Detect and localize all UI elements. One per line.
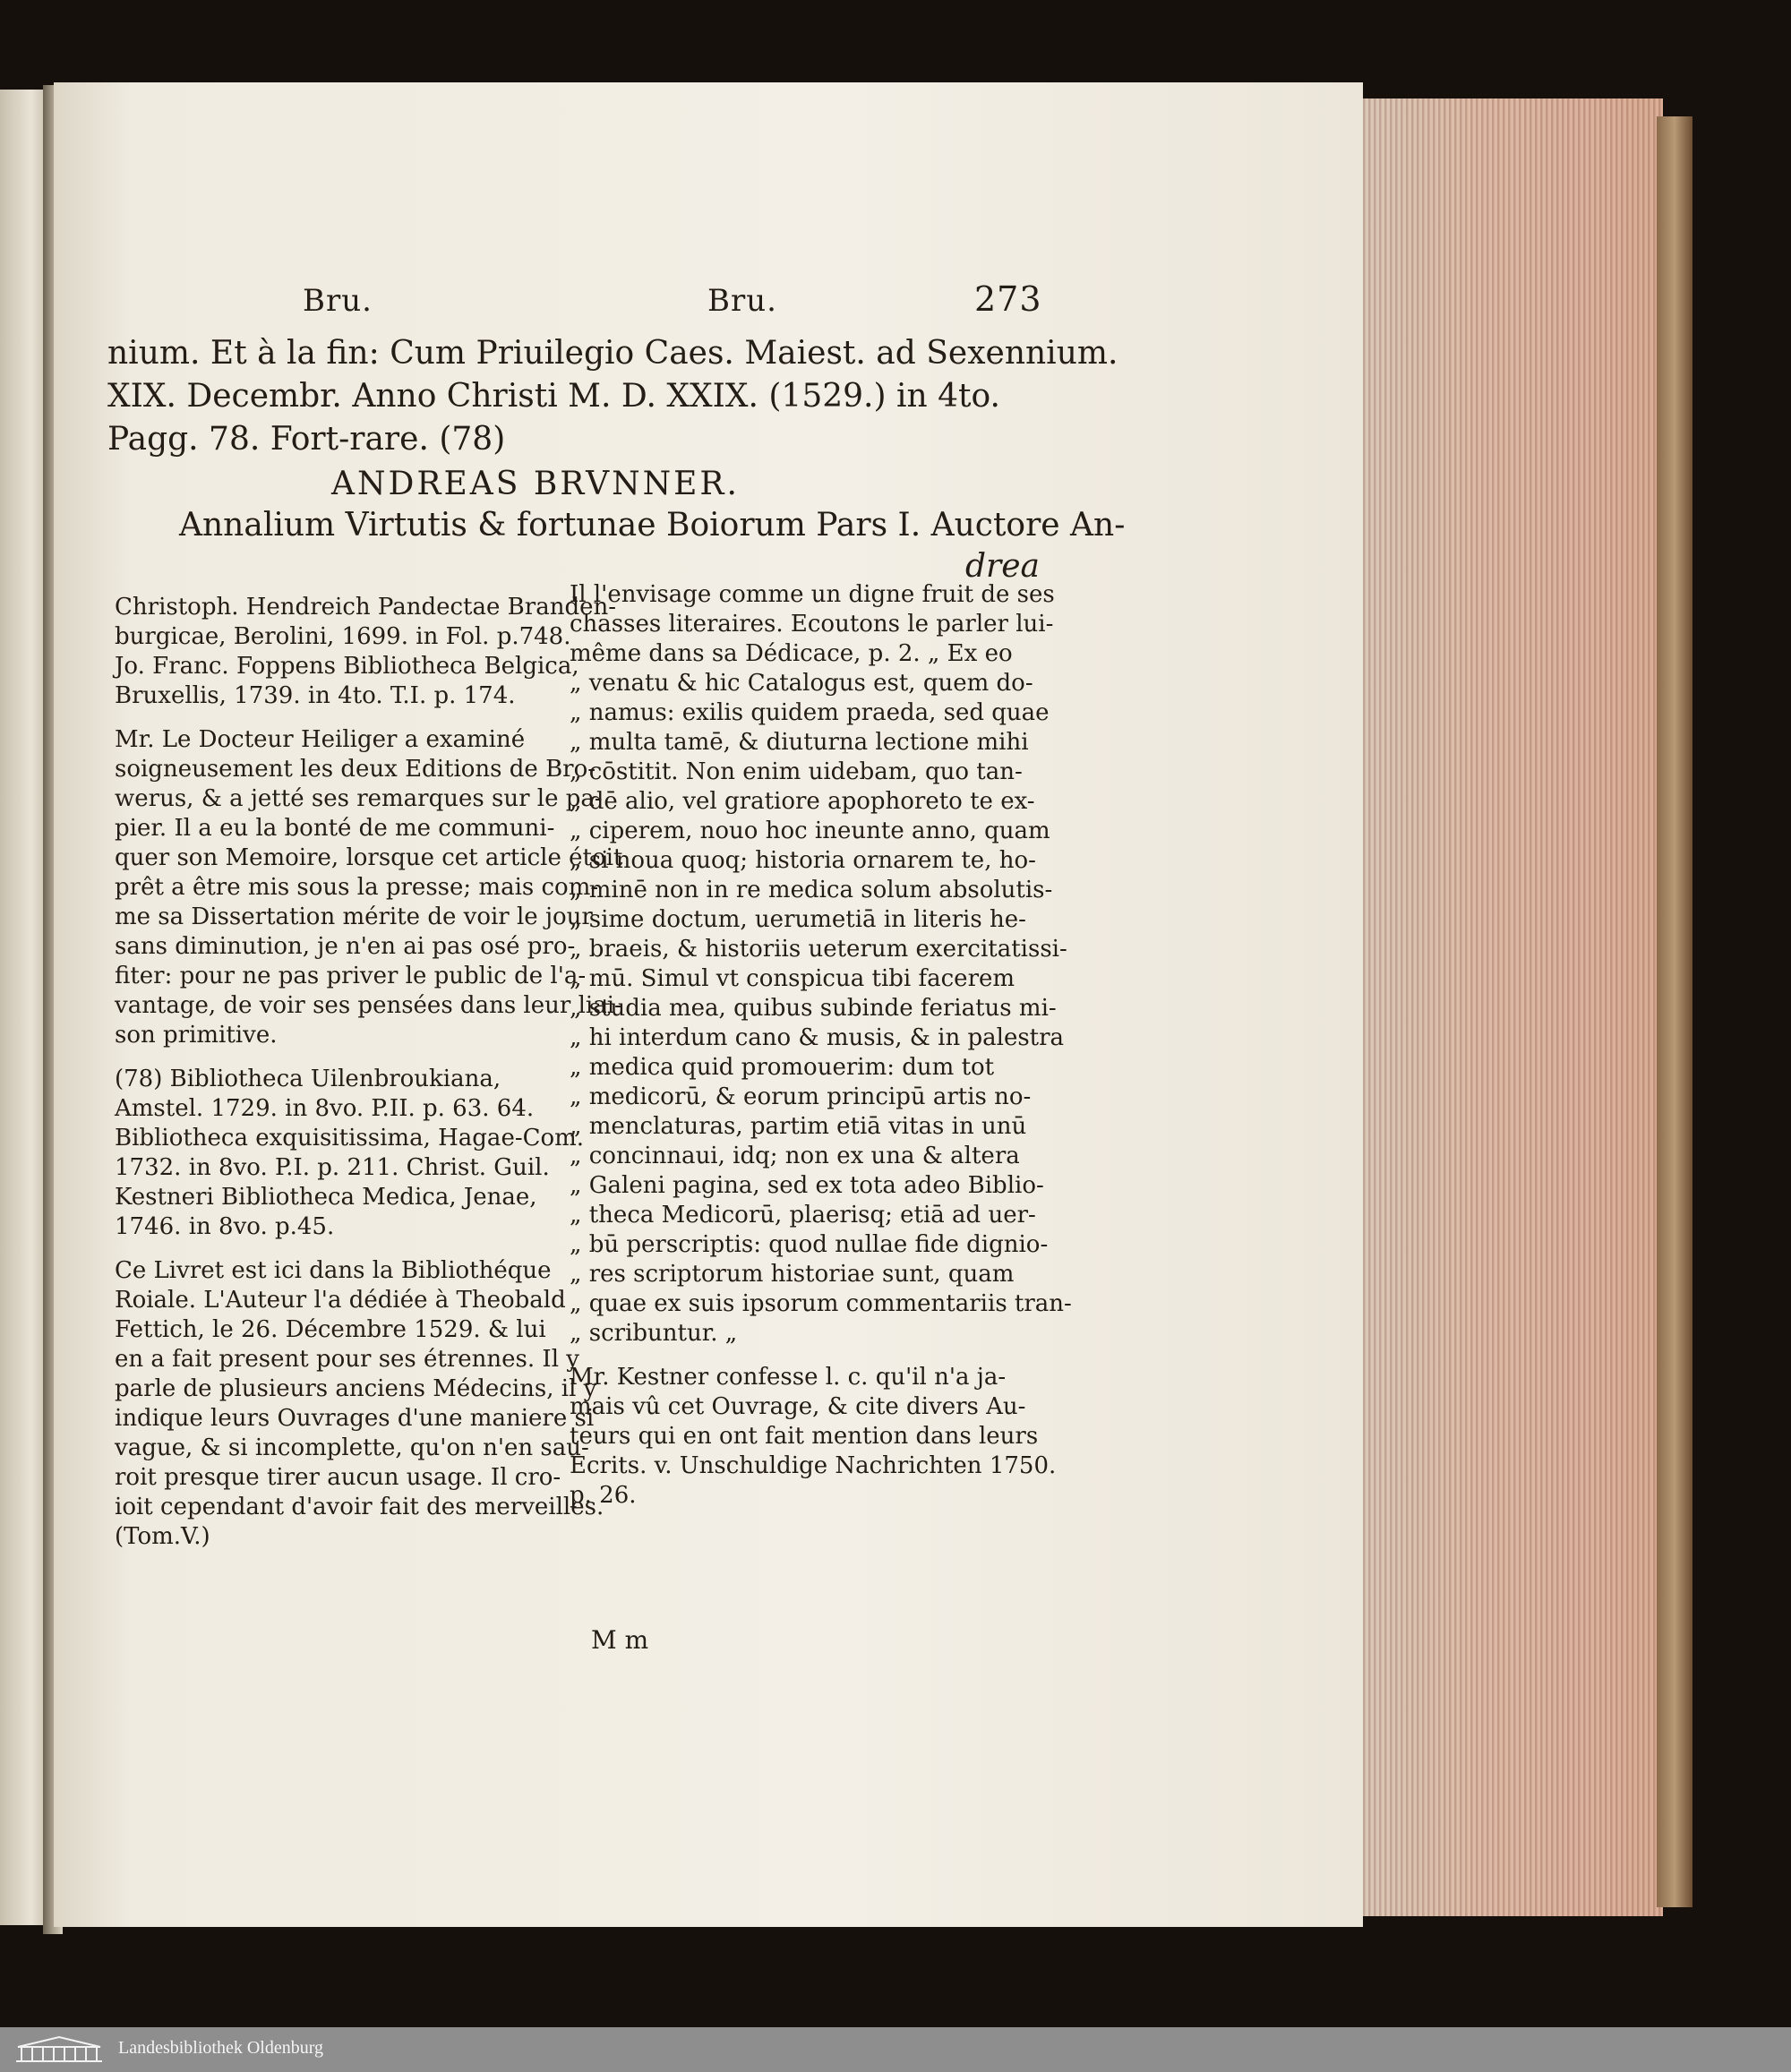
- library-building-logo-icon: [13, 2034, 106, 2065]
- text-line: Roiale. L'Auteur l'a dédiée à Theobald: [115, 1287, 566, 1314]
- left-column-paragraph: [115, 1065, 585, 1242]
- text-line: „ sime doctum, uerumetiā in literis he-: [570, 906, 1026, 933]
- text-line: Ecrits. v. Unschuldige Nachrichten 1750.: [570, 1452, 1057, 1479]
- text-line: Fettich, le 26. Décembre 1529. & lui: [115, 1316, 546, 1343]
- right-running-head: Bru.: [707, 283, 777, 319]
- right-column-paragraph: [570, 580, 1072, 1349]
- text-line: mais vû cet Ouvrage, & cite divers Au-: [570, 1393, 1026, 1420]
- text-line: „ studia mea, quibus subinde feriatus mi-: [570, 995, 1057, 1022]
- top-line-3: Pagg. 78. Fort-rare. (78): [107, 421, 506, 458]
- text-line: „ concinnaui, idq; non ex una & altera: [570, 1143, 1020, 1169]
- footer-bar: [0, 2027, 1791, 2072]
- text-line: en a fait present pour ses étrennes. Il y: [115, 1346, 579, 1373]
- text-line: roit presque tirer aucun usage. Il cro-: [115, 1464, 561, 1491]
- text-line: „ mū. Simul vt conspicua tibi facerem: [570, 965, 1015, 992]
- text-line: p. 26.: [570, 1482, 637, 1509]
- text-line: Jo. Franc. Foppens Bibliotheca Belgica,: [115, 653, 579, 680]
- text-line: sans diminution, je n'en ai pas osé pro-: [115, 933, 576, 960]
- text-line: 1746. in 8vo. p.45.: [115, 1213, 335, 1240]
- book-fore-edge: [1363, 98, 1663, 1916]
- text-line: Christoph. Hendreich Pandectae Branden-: [115, 594, 617, 621]
- text-line: „ namus: exilis quidem praeda, sed quae: [570, 699, 1050, 726]
- top-line-2: XIX. Decembr. Anno Christi M. D. XXIX. (1529.) in 4to.: [107, 378, 1000, 415]
- text-line: vague, & si incomplette, qu'on n'en sau-: [115, 1434, 589, 1461]
- text-line: fiter: pour ne pas priver le public de l'a-: [115, 963, 587, 989]
- entry-title-line-1: Annalium Virtutis & fortunae Boiorum Pars I. Auctore An-: [179, 507, 1126, 544]
- left-column-paragraph: [115, 593, 617, 711]
- text-line: „ res scriptorum historiae sunt, quam: [570, 1261, 1015, 1288]
- text-line: me sa Dissertation mérite de voir le jour: [115, 903, 593, 930]
- text-line: „ cōstitit. Non enim uidebam, quo tan-: [570, 758, 1023, 785]
- text-line: pier. Il a eu la bonté de me communi-: [115, 815, 555, 842]
- left-column-paragraph: [115, 725, 623, 1050]
- text-line: werus, & a jetté ses remarques sur le pa-: [115, 785, 603, 812]
- text-line: „ medicorū, & eorum principū artis no-: [570, 1083, 1032, 1110]
- text-line: parle de plusieurs anciens Médecins, il y: [115, 1375, 597, 1402]
- text-line: „ venatu & hic Catalogus est, quem do-: [570, 670, 1033, 697]
- text-line: 1732. in 8vo. P.I. p. 211. Christ. Guil.: [115, 1154, 550, 1181]
- text-line: „ ciperem, nouo hoc ineunte anno, quam: [570, 818, 1050, 844]
- text-line: même dans sa Dédicace, p. 2. „ Ex eo: [570, 640, 1013, 667]
- text-line: „ theca Medicorū, plaerisq; etiā ad uer-: [570, 1202, 1036, 1229]
- text-line: Ce Livret est ici dans la Bibliothéque: [115, 1257, 552, 1284]
- text-line: „ menclaturas, partim etiā vitas in unū: [570, 1113, 1027, 1140]
- book-page: [54, 82, 1363, 1927]
- text-line: Bruxellis, 1739. in 4to. T.I. p. 174.: [115, 682, 516, 709]
- text-line: Mr. Le Docteur Heiliger a examiné: [115, 726, 526, 753]
- text-line: „ multa tamē, & diuturna lectione mihi: [570, 729, 1029, 756]
- text-line: Bibliotheca exquisitissima, Hagae-Com.: [115, 1125, 585, 1152]
- text-line: Amstel. 1729. in 8vo. P.II. p. 63. 64.: [115, 1095, 535, 1122]
- text-line: „ scribuntur. „: [570, 1320, 738, 1347]
- text-line: „ hi interdum cano & musis, & in palestra: [570, 1024, 1065, 1051]
- text-line: chasses literaires. Ecoutons le parler lui-: [570, 611, 1054, 638]
- left-running-head: Bru.: [303, 283, 373, 319]
- text-line: „ Galeni pagina, sed ex tota adeo Biblio-: [570, 1172, 1044, 1199]
- text-line: „ dē alio, vel gratiore apophoreto te ex-: [570, 788, 1035, 815]
- text-line: (78) Bibliotheca Uilenbroukiana,: [115, 1066, 501, 1092]
- text-line: quer son Memoire, lorsque cet article étoit: [115, 844, 623, 871]
- text-line: prêt a être mis sous la presse; mais com-: [115, 874, 599, 901]
- text-line: ioit cependant d'avoir fait des merveilles.: [115, 1494, 604, 1520]
- text-line: teurs qui en ont fait mention dans leurs: [570, 1423, 1039, 1450]
- text-line: vantage, de voir ses pensées dans leur liai-: [115, 992, 622, 1019]
- entry-title-line-2: drea: [965, 548, 1041, 585]
- right-column-paragraph: [570, 1363, 1057, 1511]
- text-line: „ si noua quoq; historia ornarem te, ho-: [570, 847, 1036, 874]
- text-line: „ medica quid promouerim: dum tot: [570, 1054, 995, 1081]
- text-line: soigneusement les deux Editions de Bro-: [115, 756, 596, 783]
- entry-heading: ANDREAS BRVNNER.: [331, 466, 740, 502]
- text-line: „ quae ex suis ipsorum commentariis tran-: [570, 1290, 1072, 1317]
- text-line: „ braeis, & historiis ueterum exercitatissi-: [570, 936, 1067, 963]
- right-column: [570, 580, 1072, 1525]
- text-line: „ minē non in re medica solum absolutis-: [570, 877, 1053, 903]
- text-line: Mr. Kestner confesse l. c. qu'il n'a ja-: [570, 1364, 1007, 1391]
- text-line: son primitive.: [115, 1022, 278, 1049]
- top-line-1: nium. Et à la fin: Cum Priuilegio Caes. Maiest. ad Sexennium.: [107, 335, 1118, 372]
- text-line: „ bū perscriptis: quod nullae fide dignio-: [570, 1231, 1049, 1258]
- book-cover-edge: [1657, 116, 1692, 1907]
- page-number: 273: [974, 279, 1042, 319]
- text-line: indique leurs Ouvrages d'une maniere si: [115, 1405, 595, 1432]
- institution-name: Landesbibliothek Oldenburg: [118, 2038, 324, 2058]
- text-line: burgicae, Berolini, 1699. in Fol. p.748.: [115, 623, 571, 650]
- signature-mark: M m: [591, 1625, 649, 1655]
- text-line: (Tom.V.): [115, 1523, 210, 1550]
- text-line: Il l'envisage comme un digne fruit de ses: [570, 581, 1055, 608]
- text-line: Kestneri Bibliotheca Medica, Jenae,: [115, 1184, 537, 1211]
